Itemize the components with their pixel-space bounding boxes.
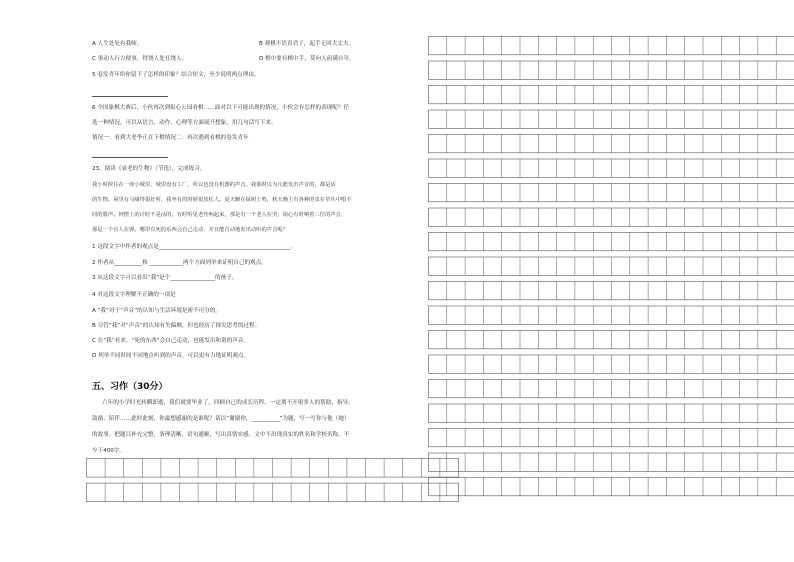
- q6-line2: 选一种情况，可以从语言、动作、心理等方面展开想象，用几句话写下来。: [92, 120, 277, 126]
- section5-title: 五、习作（30分）: [92, 382, 168, 392]
- q4-option-d: D 棋中要有棋中手，莫向人前满自夸。: [259, 56, 355, 62]
- q23-heading: 23、阅读《衰老的生物》（节选），完成练习。: [92, 166, 206, 172]
- q23-passage-line4: 那是一个盲人在弹。哪里有死的东西会自己走动，并且能自动地发出动听的声音呢？: [92, 227, 288, 233]
- q23-passage-line1: 我小时候住在一座小城里，城里没有工厂，所以也没有机器的声音。我那时以为凡能发出声音的，都是活: [92, 182, 336, 188]
- q23-option-c: C 在“我”看来，“死的东西”会自己走动，也能发出和谐的声音。: [92, 338, 250, 344]
- q6-line3: 情况一：看到大老李正在下棋情况二：再次遇到看棋的卷发青年: [92, 135, 249, 141]
- q5-question: 5 卷发青年给你留下了怎样的印象？结合短文，至少说明两点理由。: [92, 72, 260, 78]
- q23-passage-line2: 的生物。屋里有马啸得很好听，我坐有的时候很放松人。夏天蝉在绿树上鸣，秋天晚上有各种的虫在草丛中唱不: [92, 197, 352, 203]
- section5-prompt-line2: 鼓励、陪伴……此时此刻，你最想感谢的是谁呢？请以“谢谢你，__________”为题，写一写你与他（她）: [92, 416, 350, 422]
- q23-item-4: 4 对这段文字理解不正确的一项是: [92, 292, 176, 298]
- q6-line1: 6 全国象棋大赛后，小伙再次到街心公园看棋……面对以下可能出现的情况，小伙会有怎样的表现呢？任: [92, 105, 350, 111]
- q6-answer-line[interactable]: [92, 157, 168, 158]
- composition-grid-right[interactable]: [428, 36, 794, 504]
- q23-option-d: D 列举不同时间不同地点听到的声音，可以更有力地证明观点。: [92, 353, 250, 359]
- q23-item-2: 2 作者从__________和 ____________两个方面列举来证明自己的观点。: [92, 260, 267, 266]
- q4-option-a: A 人生处处有我师。: [92, 41, 143, 47]
- q4-option-c: C 事动人行方便事，得饶人处且饶人。: [92, 56, 188, 62]
- q23-item-1: 1 这段文字中作者的观点是_______________________________________________。: [92, 244, 296, 250]
- q23-option-b: B 尽管“我”对“声音”的认知有失偏颇，但也经历了探究思考的过程。: [92, 323, 261, 329]
- q23-item-3: 3 从这段文字可以看出“我”是个________________的孩子。: [92, 275, 238, 281]
- section5-prompt-line1: 六年的小学时光转瞬即逝，我们就要毕业了，回顾自己的成长历程，一定离不开很多人的帮助、指导、: [102, 400, 354, 406]
- section5-prompt-line3: 的故事。把题目补充完整，条理清晰，语句通顺，写出真情实感。文中不出现真实的姓名和学校名称，不: [92, 432, 350, 438]
- q23-passage-line3: 同的歌声。钟摆上的计时不是活的。有时听见老丝响起来，那是有一个老人在哭；街心有时响着三位的声音，: [92, 212, 347, 218]
- q4-option-b: B 观棋不语真君子，起手无回大丈夫。: [259, 41, 355, 47]
- section5-prompt-line4: 少于400字。: [92, 448, 126, 454]
- q5-answer-line[interactable]: [92, 96, 168, 97]
- q23-option-a: A “我”对于“声音”的认知与生活环境是密不可分的。: [92, 308, 222, 314]
- composition-grid-left[interactable]: [86, 458, 462, 504]
